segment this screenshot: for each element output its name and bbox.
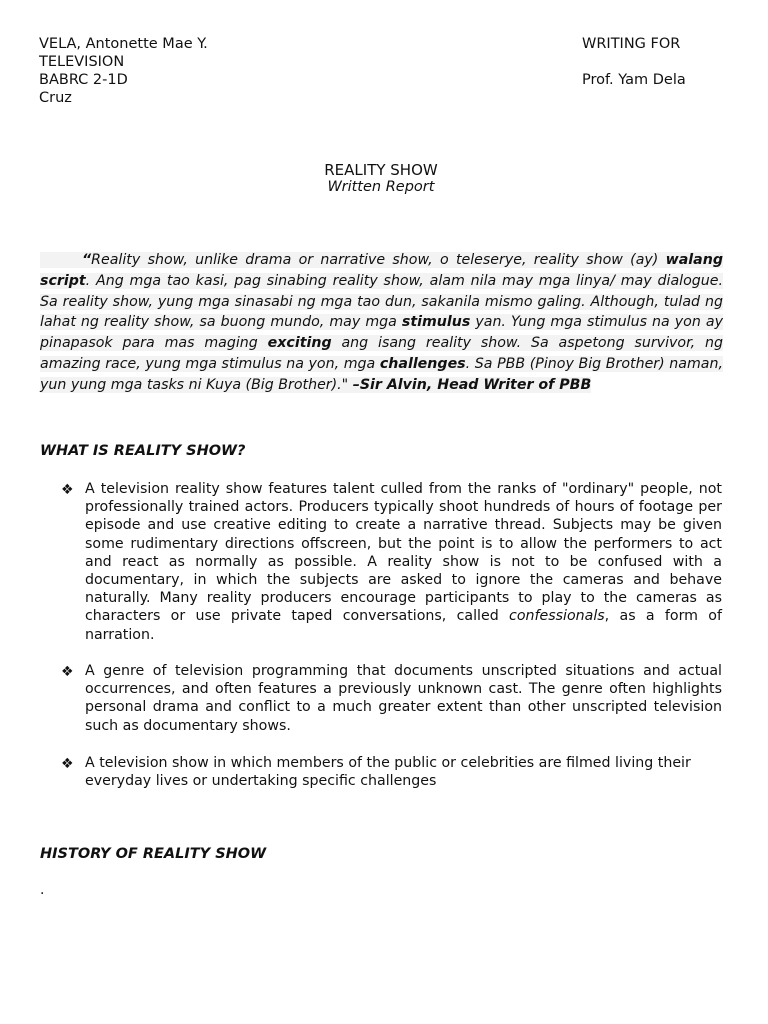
diamond-bullet-icon: ❖ <box>61 664 74 680</box>
diamond-bullet-icon: ❖ <box>61 756 74 772</box>
class-section: BABRC 2-1D <box>39 72 128 88</box>
course-title-part2: TELEVISION <box>39 54 125 70</box>
bullet-definition-3: A television show in which members of the public or celebrities are filmed living their everyday lives or undertaking specific challenges <box>85 755 691 790</box>
bullet-text: A television reality show features talent culled from the ranks of "ordinary" people, not professionally trained actors. Producers typically shoot hundreds of hours of footage per episode and use creative editing to create a narrative thread. Subjects may be given some rudimentary directions offscreen, but the point is to allow the performers to act and react as normally as possible. A reality show is not to be confused with a documentary, in which the subjects are asked to ignore the cameras and behave naturally. Many reality producers encourage participants to play to the cameras as characters or use private taped conversations, called <box>85 481 722 625</box>
open-quote-mark: “ <box>82 252 92 268</box>
professor-name-part1: Prof. Yam Dela <box>582 72 686 88</box>
quote-emphasis: stimulus <box>401 314 471 331</box>
quote-emphasis: challenges <box>379 355 466 372</box>
quote-attribution: –Sir Alvin, Head Writer of PBB <box>352 376 592 393</box>
quote-emphasis: exciting <box>267 335 332 352</box>
quote-text: . Ang mga tao kasi, pag sinabing reality show, alam nila may mga linya/ may dialogue. Sa reality show, yung mga sinasabi ng mga tao dun, sakanila mismo galing. Although, tulad ng lahat ng reality show, sa buong mundo, may mga <box>40 272 723 331</box>
bullet-text: , as a form of narration. <box>85 608 722 643</box>
quote-text: ang isang reality show. Sa aspetong survivor, ng amazing race, yung mga stimulus na yon, mga <box>40 335 723 372</box>
trailing-period: . <box>40 882 45 898</box>
document-subtitle: Written Report <box>327 179 435 195</box>
intro-quote <box>40 250 723 396</box>
section-heading-history: HISTORY OF REALITY SHOW <box>40 846 267 862</box>
section-heading-what-is: WHAT IS REALITY SHOW? <box>40 443 246 459</box>
quote-text: Reality show, unlike drama or narrative show, o teleserye, reality show (ay) <box>91 252 666 268</box>
quote-emphasis: walang script <box>40 252 723 289</box>
diamond-bullet-icon: ❖ <box>61 482 74 498</box>
student-name: VELA, Antonette Mae Y. <box>39 36 208 52</box>
bullet-italic-term: confessionals <box>509 608 605 625</box>
professor-name-part2: Cruz <box>39 90 72 106</box>
course-title-part1: WRITING FOR <box>582 36 681 52</box>
quote-text: yan. Yung mga stimulus na yon ay pinapasok para mas maging <box>40 314 723 352</box>
bullet-definition-1 <box>85 480 722 644</box>
quote-text: . Sa PBB (Pinoy Big Brother) naman, yun yung mga tasks ni Kuya (Big Brother)." <box>40 355 723 393</box>
bullet-definition-2: A genre of television programming that documents unscripted situations and actual occurrences, and often features a previously unknown cast. The genre often highlights personal drama and conflict to a much greater extent than other unscripted television such as documentary shows. <box>85 663 722 734</box>
document-title: REALITY SHOW <box>324 161 438 179</box>
